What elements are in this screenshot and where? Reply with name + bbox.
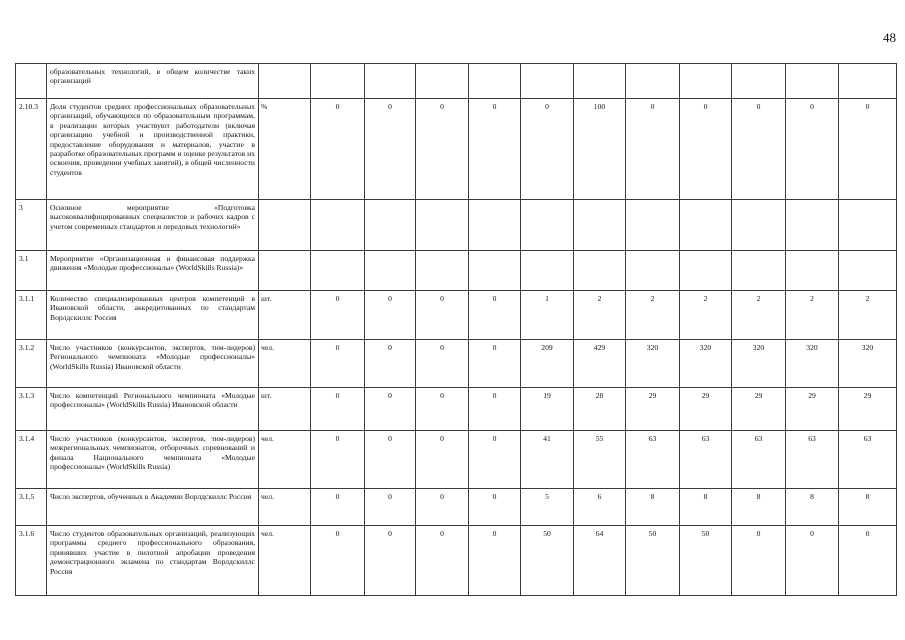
- row-value: 0: [469, 291, 521, 340]
- row-value: [786, 200, 839, 251]
- row-value: 0: [626, 99, 680, 200]
- row-value: 0: [469, 340, 521, 388]
- row-description: Число экспертов, обученных в Академии Ворлдскиллс Россия: [47, 489, 259, 526]
- table-row: [16, 489, 897, 526]
- row-value: [365, 64, 416, 99]
- row-value: [365, 251, 416, 291]
- row-code: 3: [16, 200, 47, 251]
- row-code: 3.1.4: [16, 431, 47, 489]
- row-value: 0: [469, 431, 521, 489]
- row-value: 55: [574, 431, 626, 489]
- row-code: 3.1: [16, 251, 47, 291]
- table-row: [16, 431, 897, 489]
- row-value: 0: [469, 388, 521, 431]
- row-value: [732, 64, 786, 99]
- row-value: [574, 64, 626, 99]
- row-value: [680, 200, 732, 251]
- row-value: 0: [416, 340, 469, 388]
- row-value: 0: [521, 99, 574, 200]
- row-value: 0: [365, 431, 416, 489]
- row-value: 63: [732, 431, 786, 489]
- row-value: [626, 64, 680, 99]
- row-value: 64: [574, 526, 626, 596]
- row-value: 0: [732, 99, 786, 200]
- row-value: 0: [839, 99, 897, 200]
- row-unit: [259, 251, 311, 291]
- row-value: 63: [680, 431, 732, 489]
- row-value: [365, 200, 416, 251]
- row-value: 2: [680, 291, 732, 340]
- row-value: [839, 200, 897, 251]
- row-unit: чел.: [259, 489, 311, 526]
- row-value: 320: [839, 340, 897, 388]
- row-value: 50: [626, 526, 680, 596]
- table-row: [16, 526, 897, 596]
- row-value: 8: [626, 489, 680, 526]
- row-value: [732, 200, 786, 251]
- indicators-table: [15, 63, 897, 596]
- row-value: [574, 200, 626, 251]
- row-value: 29: [680, 388, 732, 431]
- row-value: 29: [626, 388, 680, 431]
- row-value: [521, 251, 574, 291]
- row-value: 0: [365, 291, 416, 340]
- row-value: [416, 200, 469, 251]
- row-value: 0: [416, 388, 469, 431]
- row-value: [416, 64, 469, 99]
- row-value: 0: [680, 99, 732, 200]
- row-unit: %: [259, 99, 311, 200]
- row-value: [311, 64, 365, 99]
- row-value: 0: [839, 526, 897, 596]
- row-value: 8: [732, 489, 786, 526]
- row-value: 63: [626, 431, 680, 489]
- row-value: 0: [365, 340, 416, 388]
- row-description: Мероприятие «Организационная и финансовая поддержка движения «Молодые профессионалы» (WorldSkills Russia)»: [47, 251, 259, 291]
- row-value: [839, 251, 897, 291]
- row-value: 0: [416, 431, 469, 489]
- row-code: 3.1.3: [16, 388, 47, 431]
- row-value: [469, 251, 521, 291]
- row-value: 63: [839, 431, 897, 489]
- row-unit: чел.: [259, 526, 311, 596]
- row-value: 29: [839, 388, 897, 431]
- row-value: 6: [574, 489, 626, 526]
- row-value: 0: [365, 388, 416, 431]
- row-value: 0: [311, 431, 365, 489]
- row-code: 3.1.1: [16, 291, 47, 340]
- row-value: [311, 251, 365, 291]
- row-value: [311, 200, 365, 251]
- row-description: Основное мероприятие «Подготовка высококвалифицированных специалистов и рабочих кадров с учетом современных стандартов и передовых технологий»: [47, 200, 259, 251]
- row-unit: чел.: [259, 340, 311, 388]
- page-number: 48: [883, 30, 896, 45]
- row-code: 2.10.3: [16, 99, 47, 200]
- row-value: 8: [839, 489, 897, 526]
- row-value: 2: [574, 291, 626, 340]
- row-unit: [259, 200, 311, 251]
- row-value: 50: [521, 526, 574, 596]
- row-description: образовательных технологий, в общем количестве таких организаций: [47, 64, 259, 99]
- row-value: 0: [469, 526, 521, 596]
- row-code: 3.1.6: [16, 526, 47, 596]
- row-value: 2: [732, 291, 786, 340]
- row-value: [786, 251, 839, 291]
- row-value: 0: [365, 489, 416, 526]
- row-value: 320: [732, 340, 786, 388]
- row-value: 0: [311, 99, 365, 200]
- row-value: [626, 200, 680, 251]
- row-value: 0: [365, 526, 416, 596]
- row-value: 5: [521, 489, 574, 526]
- row-unit: чел.: [259, 431, 311, 489]
- row-value: 429: [574, 340, 626, 388]
- row-value: 0: [311, 291, 365, 340]
- row-value: 320: [626, 340, 680, 388]
- row-value: [839, 64, 897, 99]
- row-value: [469, 200, 521, 251]
- row-value: 209: [521, 340, 574, 388]
- row-value: 50: [680, 526, 732, 596]
- row-value: 2: [839, 291, 897, 340]
- row-value: 1: [521, 291, 574, 340]
- table-row: [16, 200, 897, 251]
- row-code: [16, 64, 47, 99]
- row-unit: [259, 64, 311, 99]
- row-value: [786, 64, 839, 99]
- row-value: 2: [626, 291, 680, 340]
- row-description: Количество специализированных центров компетенций в Ивановской области, аккредитованных по стандартам Ворлдскиллс Россия: [47, 291, 259, 340]
- table-row: [16, 99, 897, 200]
- row-value: [416, 251, 469, 291]
- row-value: [680, 251, 732, 291]
- table-row: [16, 291, 897, 340]
- row-value: 100: [574, 99, 626, 200]
- row-value: 0: [732, 526, 786, 596]
- row-unit: шт.: [259, 291, 311, 340]
- row-value: 0: [469, 489, 521, 526]
- row-value: 8: [680, 489, 732, 526]
- row-description: Число компетенций Регионального чемпионата «Молодые профессионалы» (WorldSkills Russia) Ивановской области: [47, 388, 259, 431]
- row-value: 0: [311, 388, 365, 431]
- row-value: [469, 64, 521, 99]
- table-row: [16, 340, 897, 388]
- table-row: [16, 251, 897, 291]
- row-description: Число участников (конкурсантов, экспертов, тим-лидеров) межрегиональных чемпионатов, отборочных соревнований и финала Национального чемпионата «Молодые профессионалы» (WorldSkills Russia): [47, 431, 259, 489]
- table-row: [16, 64, 897, 99]
- table-row: [16, 388, 897, 431]
- row-value: 19: [521, 388, 574, 431]
- row-value: 8: [786, 489, 839, 526]
- row-value: 41: [521, 431, 574, 489]
- row-code: 3.1.5: [16, 489, 47, 526]
- row-value: [626, 251, 680, 291]
- row-value: 0: [416, 526, 469, 596]
- row-value: 320: [786, 340, 839, 388]
- row-value: 320: [680, 340, 732, 388]
- row-value: 0: [416, 489, 469, 526]
- row-value: 63: [786, 431, 839, 489]
- row-unit: шт.: [259, 388, 311, 431]
- row-value: [574, 251, 626, 291]
- row-value: 0: [786, 526, 839, 596]
- row-value: 0: [365, 99, 416, 200]
- row-description: Число участников (конкурсантов, экспертов, тим-лидеров) Регионального чемпионата «Молодые профессионалы» (WorldSkills Russia) Ивановской области: [47, 340, 259, 388]
- row-value: 0: [311, 489, 365, 526]
- row-code: 3.1.2: [16, 340, 47, 388]
- row-value: [521, 64, 574, 99]
- row-value: 0: [416, 291, 469, 340]
- row-value: 2: [786, 291, 839, 340]
- row-description: Число студентов образовательных организаций, реализующих программы среднего профессионального образования, принявших участие в пилотной апробации проведения демонстрационного экзамена по стандартам Ворлдскиллс Россия: [47, 526, 259, 596]
- row-value: 0: [786, 99, 839, 200]
- row-description: Доля студентов средних профессиональных образовательных организаций, обучающихся по образовательным программам, в реализации которых участвуют работодатели (включая организацию учебной и производственной практики, предоставление оборудования и материалов, участие в разработке образовательных программ и оценке результатов их освоения, проведении учебных занятий), в общей численности студентов: [47, 99, 259, 200]
- row-value: 0: [311, 340, 365, 388]
- row-value: [680, 64, 732, 99]
- row-value: [732, 251, 786, 291]
- row-value: [521, 200, 574, 251]
- row-value: 0: [469, 99, 521, 200]
- row-value: 29: [732, 388, 786, 431]
- row-value: 0: [416, 99, 469, 200]
- row-value: 28: [574, 388, 626, 431]
- row-value: 0: [311, 526, 365, 596]
- table-body: [16, 64, 897, 596]
- row-value: 29: [786, 388, 839, 431]
